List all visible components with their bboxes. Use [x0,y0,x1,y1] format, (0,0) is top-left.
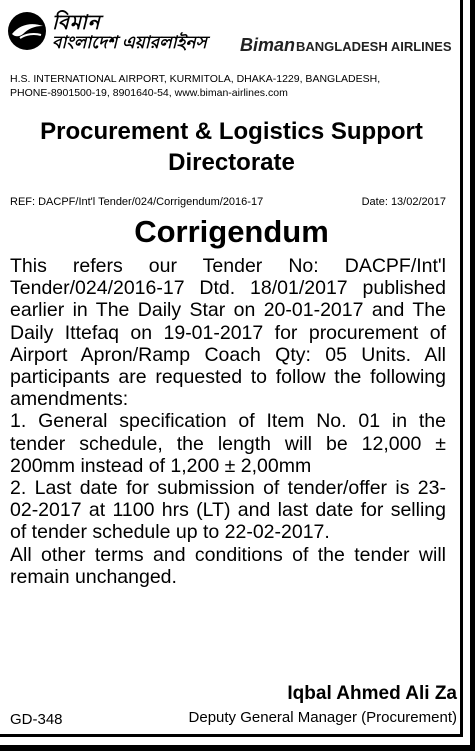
intro-paragraph: This refers our Tender No: DACPF/Int'l Tender/024/2016-17 Dtd. 18/01/2017 published earlier in The Daily Star on 20-01-2017 and The Daily Ittefaq on 19-01-2017 for procurement of Airport Apron/Ramp Coach Qty: 05 Units. All participants are requested to follow the following amendments: [10,255,446,411]
bengali-brand-line2: বাংলাদেশ এয়ারলাইনস [52,33,207,52]
notice-body [10,255,446,588]
biman-stork-logo-icon [6,10,48,52]
address-line2: PHONE-8901500-19, 8901640-54, www.biman-airlines.com [10,87,288,99]
page-edge-bottom [0,745,475,751]
directorate-line2: Directorate [168,149,295,176]
amendment-item-2: 2. Last date for submission of tender/offer is 23-02-2017 at 1100 hrs (LT) and last date for selling of tender schedule up to 22-02-2017. [10,477,446,544]
address-block [10,72,450,100]
amendment-item-1: 1. General specification of Item No. 01 in the tender schedule, the length will be 12,000 ± 200mm instead of 1,200 ± 2,00mm [10,410,446,477]
document-title: Corrigendum [134,214,329,249]
reference-row [10,196,446,208]
brand-suffix: BANGLADESH AIRLINES [296,39,452,54]
signatory-designation: Deputy General Manager (Procurement) [188,709,457,726]
signatory-name: Iqbal Ahmed Ali Za [287,683,457,704]
directorate-heading [0,116,463,178]
bengali-brand-line1: বিমান [52,12,101,34]
reference-date: Date: 13/02/2017 [361,196,446,208]
directorate-line1: Procurement & Logistics Support [40,118,423,145]
letterhead [6,8,456,68]
reference-number: REF: DACPF/Int'l Tender/024/Corrigendum/2016-17 [10,196,264,208]
page-edge-right [470,0,475,751]
address-line1: H.S. INTERNATIONAL AIRPORT, KURMITOLA, DHAKA-1229, BANGLADESH, [10,73,381,85]
brand-name: Biman [240,35,296,55]
footer-code: GD-348 [10,711,63,728]
closing-paragraph: All other terms and conditions of the tender will remain unchanged. [10,543,446,588]
